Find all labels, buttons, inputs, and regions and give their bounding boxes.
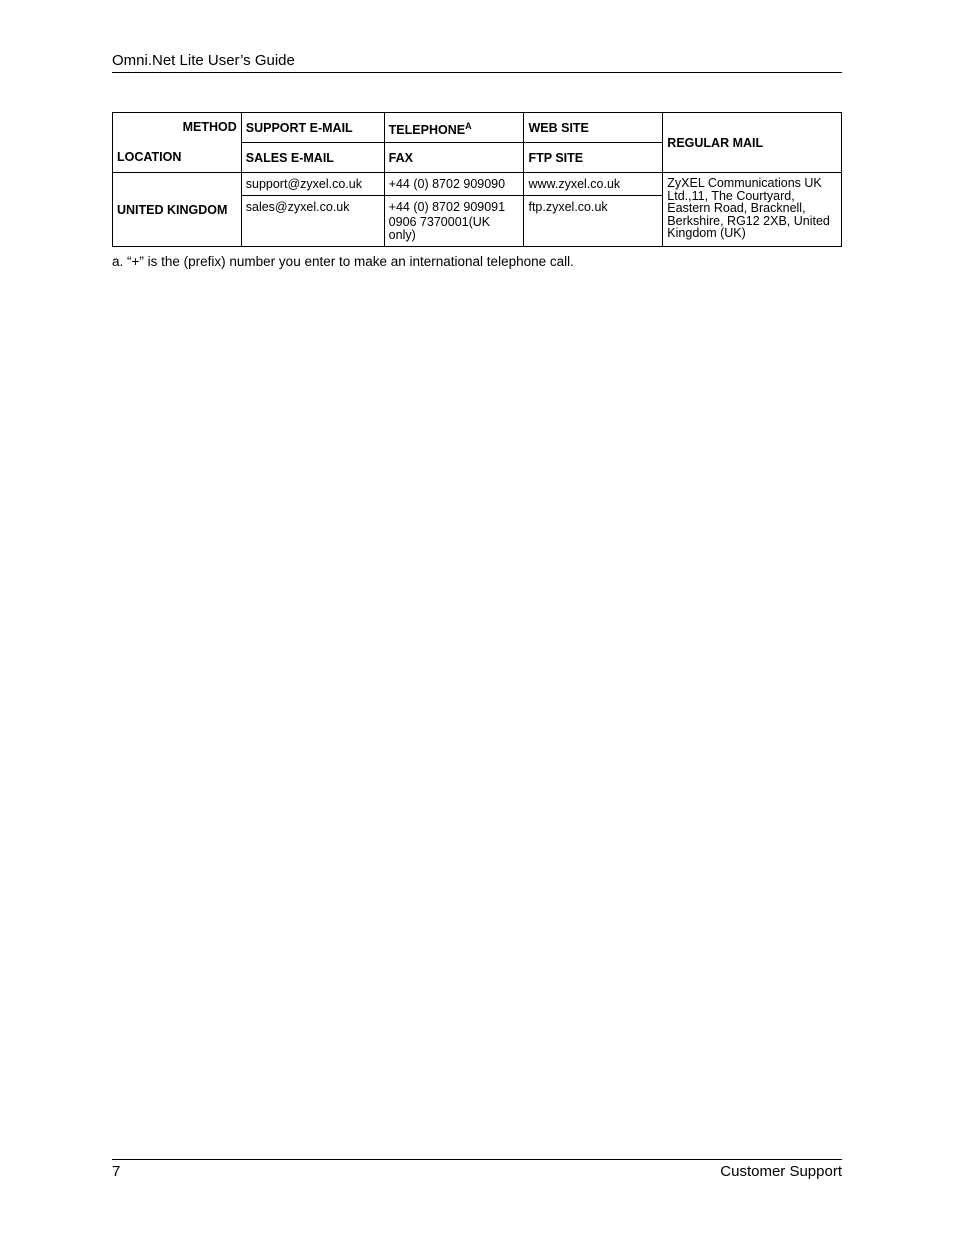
ftp-site-header: FTP SITE (524, 143, 663, 173)
website-cell: www.zyxel.co.uk (524, 173, 663, 196)
method-location-cell (113, 113, 242, 173)
fax-header: FAX (384, 143, 524, 173)
running-footer (112, 1159, 842, 1180)
ftp-site-cell: ftp.zyxel.co.uk (524, 196, 663, 247)
method-label: METHOD (182, 120, 237, 134)
support-email-header: SUPPORT E-MAIL (241, 113, 384, 143)
telephone-cell: +44 (0) 8702 909090 (384, 173, 524, 196)
customer-support-table (112, 112, 842, 247)
sales-email-header: SALES E-MAIL (241, 143, 384, 173)
website-header: WEB SITE (524, 113, 663, 143)
footnote-marker: A (465, 120, 472, 131)
location-cell: UNITED KINGDOM (113, 173, 242, 247)
table-footnote: a. “+” is the (prefix) number you enter to make an international telephone call. (112, 254, 574, 269)
regular-mail-cell: ZyXEL Communications UK Ltd.,11, The Courtyard, Eastern Road, Bracknell, Berkshire, RG12 2XB, United Kingdom (UK) (663, 173, 842, 247)
regular-mail-header: REGULAR MAIL (663, 113, 842, 173)
fax-number: +44 (0) 8702 909091 (388, 200, 506, 214)
location-label: LOCATION (117, 150, 182, 164)
section-title: Customer Support (720, 1163, 842, 1180)
sales-email-cell: sales@zyxel.co.uk (241, 196, 384, 247)
table-row (113, 173, 842, 196)
fax-number-uk: 0906 7370001(UK only) (388, 215, 491, 242)
running-header (112, 52, 842, 73)
page-number: 7 (112, 1163, 121, 1180)
telephone-header: $TELEPHONE^A$ (384, 113, 524, 143)
table-header-row-1 (113, 113, 842, 143)
guide-title: Omni.Net Lite User’s Guide (112, 52, 295, 69)
fax-cell (384, 196, 524, 247)
support-email-cell: support@zyxel.co.uk (241, 173, 384, 196)
